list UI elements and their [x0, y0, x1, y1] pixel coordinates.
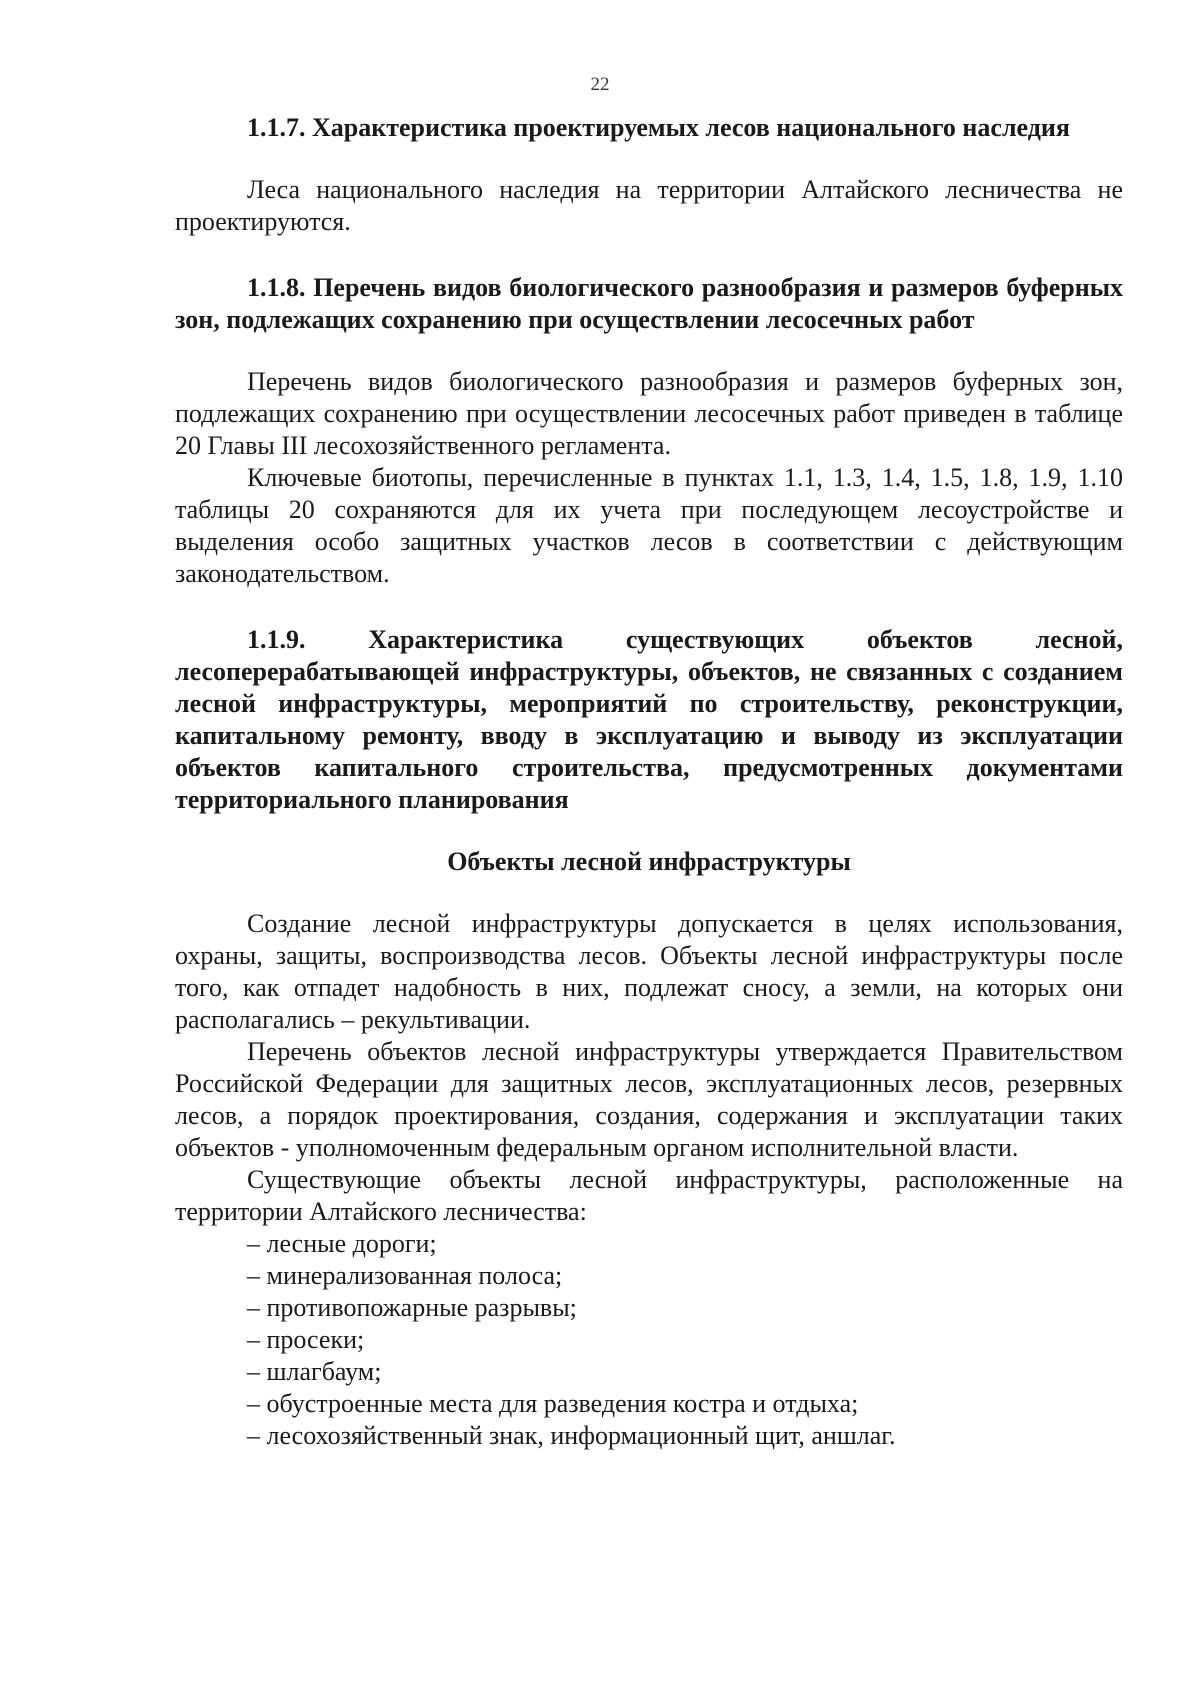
paragraph: Создание лесной инфраструктуры допускается в целях использования, охраны, защиты, воспроизводства лесов. Объекты лесной инфраструктуры после того, как отпадет надобность в них, подлежат сносу, а земли, на которых они располагались – рекультивации.	[175, 909, 1123, 1034]
list-item: – минерализованная полоса;	[247, 1261, 563, 1290]
list-item: – просеки;	[247, 1325, 365, 1354]
page-content	[175, 112, 1123, 1452]
paragraph: Существующие объекты лесной инфраструктуры, расположенные на территории Алтайского лесничества:	[175, 1165, 1123, 1226]
list-item: – обустроенные места для разведения костра и отдыха;	[247, 1389, 859, 1418]
list-item: – лесохозяйственный знак, информационный щит, аншлаг.	[247, 1421, 896, 1450]
page-number: 22	[590, 74, 610, 95]
subsection-title: Объекты лесной инфраструктуры	[447, 847, 851, 876]
paragraph: Ключевые биотопы, перечисленные в пунктах 1.1, 1.3, 1.4, 1.5, 1.8, 1.9, 1.10 таблицы 20 сохраняются для их учета при последующем лесоустройстве и выделения особо защитных участков лесов в соответствии с действующим законодательством.	[175, 463, 1123, 588]
list-item: – лесные дороги;	[247, 1229, 437, 1258]
list-item: – шлагбаум;	[247, 1357, 382, 1386]
infrastructure-list	[175, 1228, 1123, 1452]
paragraph: Перечень видов биологического разнообразия и размеров буферных зон, подлежащих сохранению при осуществлении лесосечных работ приведен в таблице 20 Главы III лесохозяйственного регламента.	[175, 367, 1123, 460]
paragraph: Перечень объектов лесной инфраструктуры утверждается Правительством Российской Федерации для защитных лесов, эксплуатационных лесов, резервных лесов, а порядок проектирования, создания, содержания и эксплуатации таких объектов - уполномоченным федеральным органом исполнительной власти.	[175, 1037, 1123, 1162]
list-item: – противопожарные разрывы;	[247, 1293, 577, 1322]
section-heading-1-1-7: 1.1.7. Характеристика проектируемых лесов национального наследия	[247, 113, 1070, 142]
section-heading-1-1-8: 1.1.8. Перечень видов биологического разнообразия и размеров буферных зон, подлежащих сохранению при осуществлении лесосечных работ	[175, 273, 1123, 334]
paragraph: Леса национального наследия на территории Алтайского лесничества не проектируются.	[175, 175, 1123, 236]
section-heading-1-1-9: 1.1.9. Характеристика существующих объектов лесной, лесоперерабатывающей инфраструктуры, объектов, не связанных с созданием лесной инфраструктуры, мероприятий по строительству, реконструкции, капитальному ремонту, вводу в эксплуатацию и выводу из эксплуатации объектов капитального строительства, предусмотренных документами территориального планирования	[175, 625, 1123, 814]
